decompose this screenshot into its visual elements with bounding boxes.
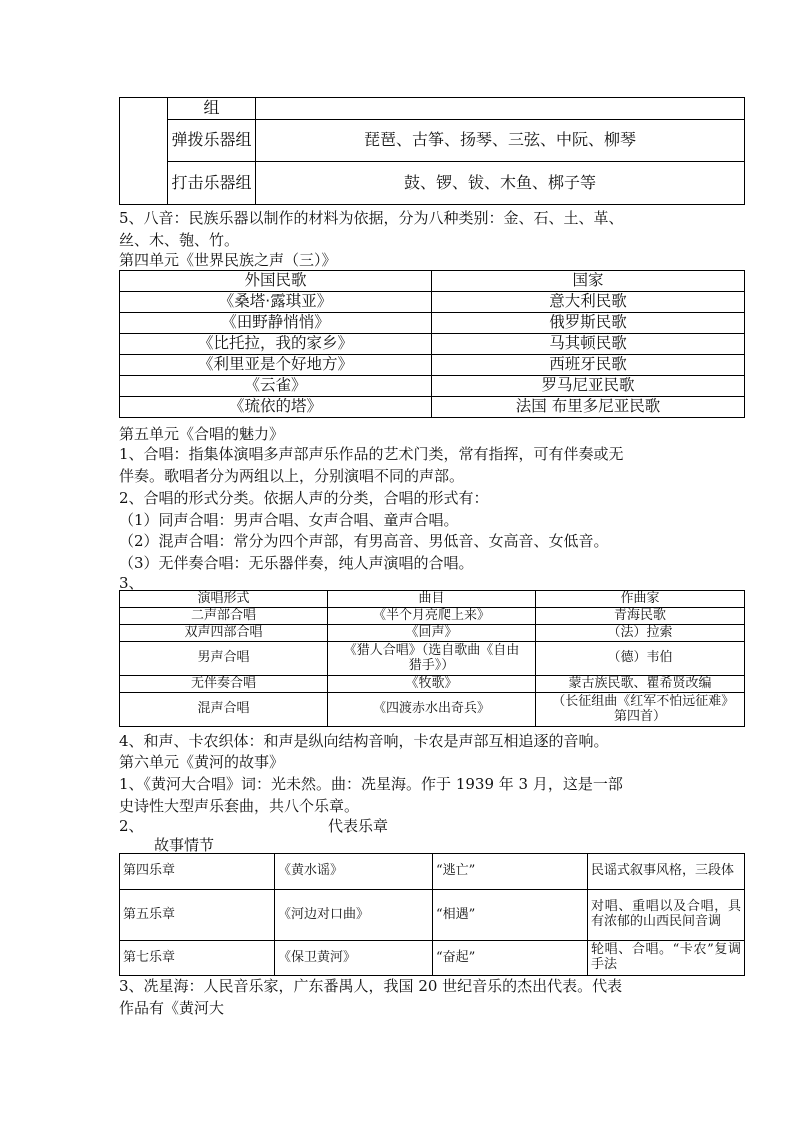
section-heading: 第六单元《黄河的故事》 — [119, 753, 285, 771]
table-cell: （法）拉索 — [536, 625, 745, 642]
paragraph: 3、 — [119, 574, 144, 592]
table-cell: （德）韦伯 — [536, 642, 745, 676]
table-cell: 蒙古族民歌、瞿希贤改编 — [536, 676, 745, 693]
table-cell: 对唱、重唱以及合唱，具有浓郁的山西民间音调 — [588, 890, 745, 941]
table-cell: 《黄水谣》 — [275, 854, 433, 890]
paragraph: 5、八音：民族乐器以制作的材料为依据，分为八种类别：金、石、土、革、 — [119, 209, 624, 227]
table-cell: 《牧歌》 — [328, 676, 536, 693]
table-cell: 男声合唱 — [120, 642, 328, 676]
table-cell: 《桑塔·露琪亚》 — [120, 292, 432, 313]
chorus-form-table — [119, 590, 745, 727]
table-cell: 鼓、锣、钹、木鱼、梆子等 — [256, 162, 745, 205]
table-cell: 《半个月亮爬上来》 — [328, 608, 536, 625]
table-cell: 意大利民歌 — [432, 292, 745, 313]
table-cell: 民谣式叙事风格，三段体 — [588, 854, 745, 890]
table-cell: 罗马尼亚民歌 — [432, 376, 745, 397]
table-cell: 双声四部合唱 — [120, 625, 328, 642]
table-cell: 《琉依的塔》 — [120, 397, 432, 418]
column-heading: 故事情节 — [154, 836, 215, 854]
table-cell: 无伴奏合唱 — [120, 676, 328, 693]
instrument-group-table — [119, 97, 745, 205]
column-heading: 代表乐章 — [328, 817, 389, 835]
section-heading: 第四单元《世界民族之声（三）》 — [119, 251, 337, 269]
table-cell: 弹拨乐器组 — [168, 120, 256, 162]
paragraph: 丝、木、匏、竹。 — [119, 231, 240, 249]
table-cell: 西班牙民歌 — [432, 355, 745, 376]
table-header: 外国民歌 — [120, 271, 432, 292]
table-cell: “奋起” — [433, 941, 588, 976]
paragraph: 2、 — [119, 817, 144, 835]
table-cell: 混声合唱 — [120, 693, 328, 727]
paragraph: （1）同声合唱：男声合唱、女声合唱、童声合唱。 — [119, 511, 459, 529]
paragraph: （2）混声合唱：常分为四个声部，有男高音、男低音、女高音、女低音。 — [119, 532, 609, 550]
merged-category-cell — [120, 98, 168, 205]
paragraph: 4、和声、卡农织体：和声是纵向结构音响，卡农是声部互相追逐的音响。 — [119, 732, 609, 750]
paragraph: 作品有《黄河大 — [119, 999, 225, 1017]
table-cell: 《保卫黄河》 — [275, 941, 433, 976]
table-cell: 青海民歌 — [536, 608, 745, 625]
table-cell: 《田野静悄悄》 — [120, 313, 432, 334]
table-cell: 轮唱、合唱。“卡农”复调手法 — [588, 941, 745, 976]
table-cell — [256, 98, 745, 120]
table-header: 国家 — [432, 271, 745, 292]
table-cell: 俄罗斯民歌 — [432, 313, 745, 334]
table-header: 演唱形式 — [120, 591, 328, 608]
table-cell: 《猎人合唱》（选自歌曲《自由猎手》） — [328, 642, 536, 676]
table-cell: （长征组曲《红军不怕远征难》第四首） — [536, 693, 745, 727]
paragraph: 3、冼星海：人民音乐家，广东番禺人，我国 20 世纪音乐的杰出代表。代表 — [119, 977, 623, 995]
paragraph: （3）无伴奏合唱：无乐器伴奏，纯人声演唱的合唱。 — [119, 554, 474, 572]
table-cell: 组 — [168, 98, 256, 120]
table-cell: 《利里亚是个好地方》 — [120, 355, 432, 376]
table-cell: 二声部合唱 — [120, 608, 328, 625]
table-cell: 马其顿民歌 — [432, 334, 745, 355]
paragraph: 2、合唱的形式分类。依据人声的分类，合唱的形式有： — [119, 489, 489, 507]
table-cell: 第四乐章 — [120, 854, 275, 890]
table-cell: 《河边对口曲》 — [275, 890, 433, 941]
paragraph: 1、《黄河大合唱》词：光未然。曲：冼星海。作于 1939 年 3 月，这是一部 — [119, 775, 623, 793]
table-cell: 第七乐章 — [120, 941, 275, 976]
folk-song-table — [119, 270, 745, 418]
table-header: 作曲家 — [536, 591, 745, 608]
table-cell: “相遇” — [433, 890, 588, 941]
table-cell: 《比托拉，我的家乡》 — [120, 334, 432, 355]
table-cell: 打击乐器组 — [168, 162, 256, 205]
paragraph: 伴奏。歌唱者分为两组以上，分别演唱不同的声部。 — [119, 467, 465, 485]
table-header: 曲目 — [328, 591, 536, 608]
paragraph: 1、合唱：指集体演唱多声部声乐作品的艺术门类，常有指挥，可有伴奏或无 — [119, 445, 624, 463]
table-cell: “逃亡” — [433, 854, 588, 890]
section-heading: 第五单元《合唱的魅力》 — [119, 425, 285, 443]
movement-table — [119, 853, 745, 976]
table-cell: 第五乐章 — [120, 890, 275, 941]
table-cell: 《回声》 — [328, 625, 536, 642]
table-cell: 法国 布里多尼亚民歌 — [432, 397, 745, 418]
table-cell: 《云雀》 — [120, 376, 432, 397]
table-cell: 《四渡赤水出奇兵》 — [328, 693, 536, 727]
table-cell: 琵琶、古筝、扬琴、三弦、中阮、柳琴 — [256, 120, 745, 162]
paragraph: 史诗性大型声乐套曲，共八个乐章。 — [119, 797, 360, 815]
